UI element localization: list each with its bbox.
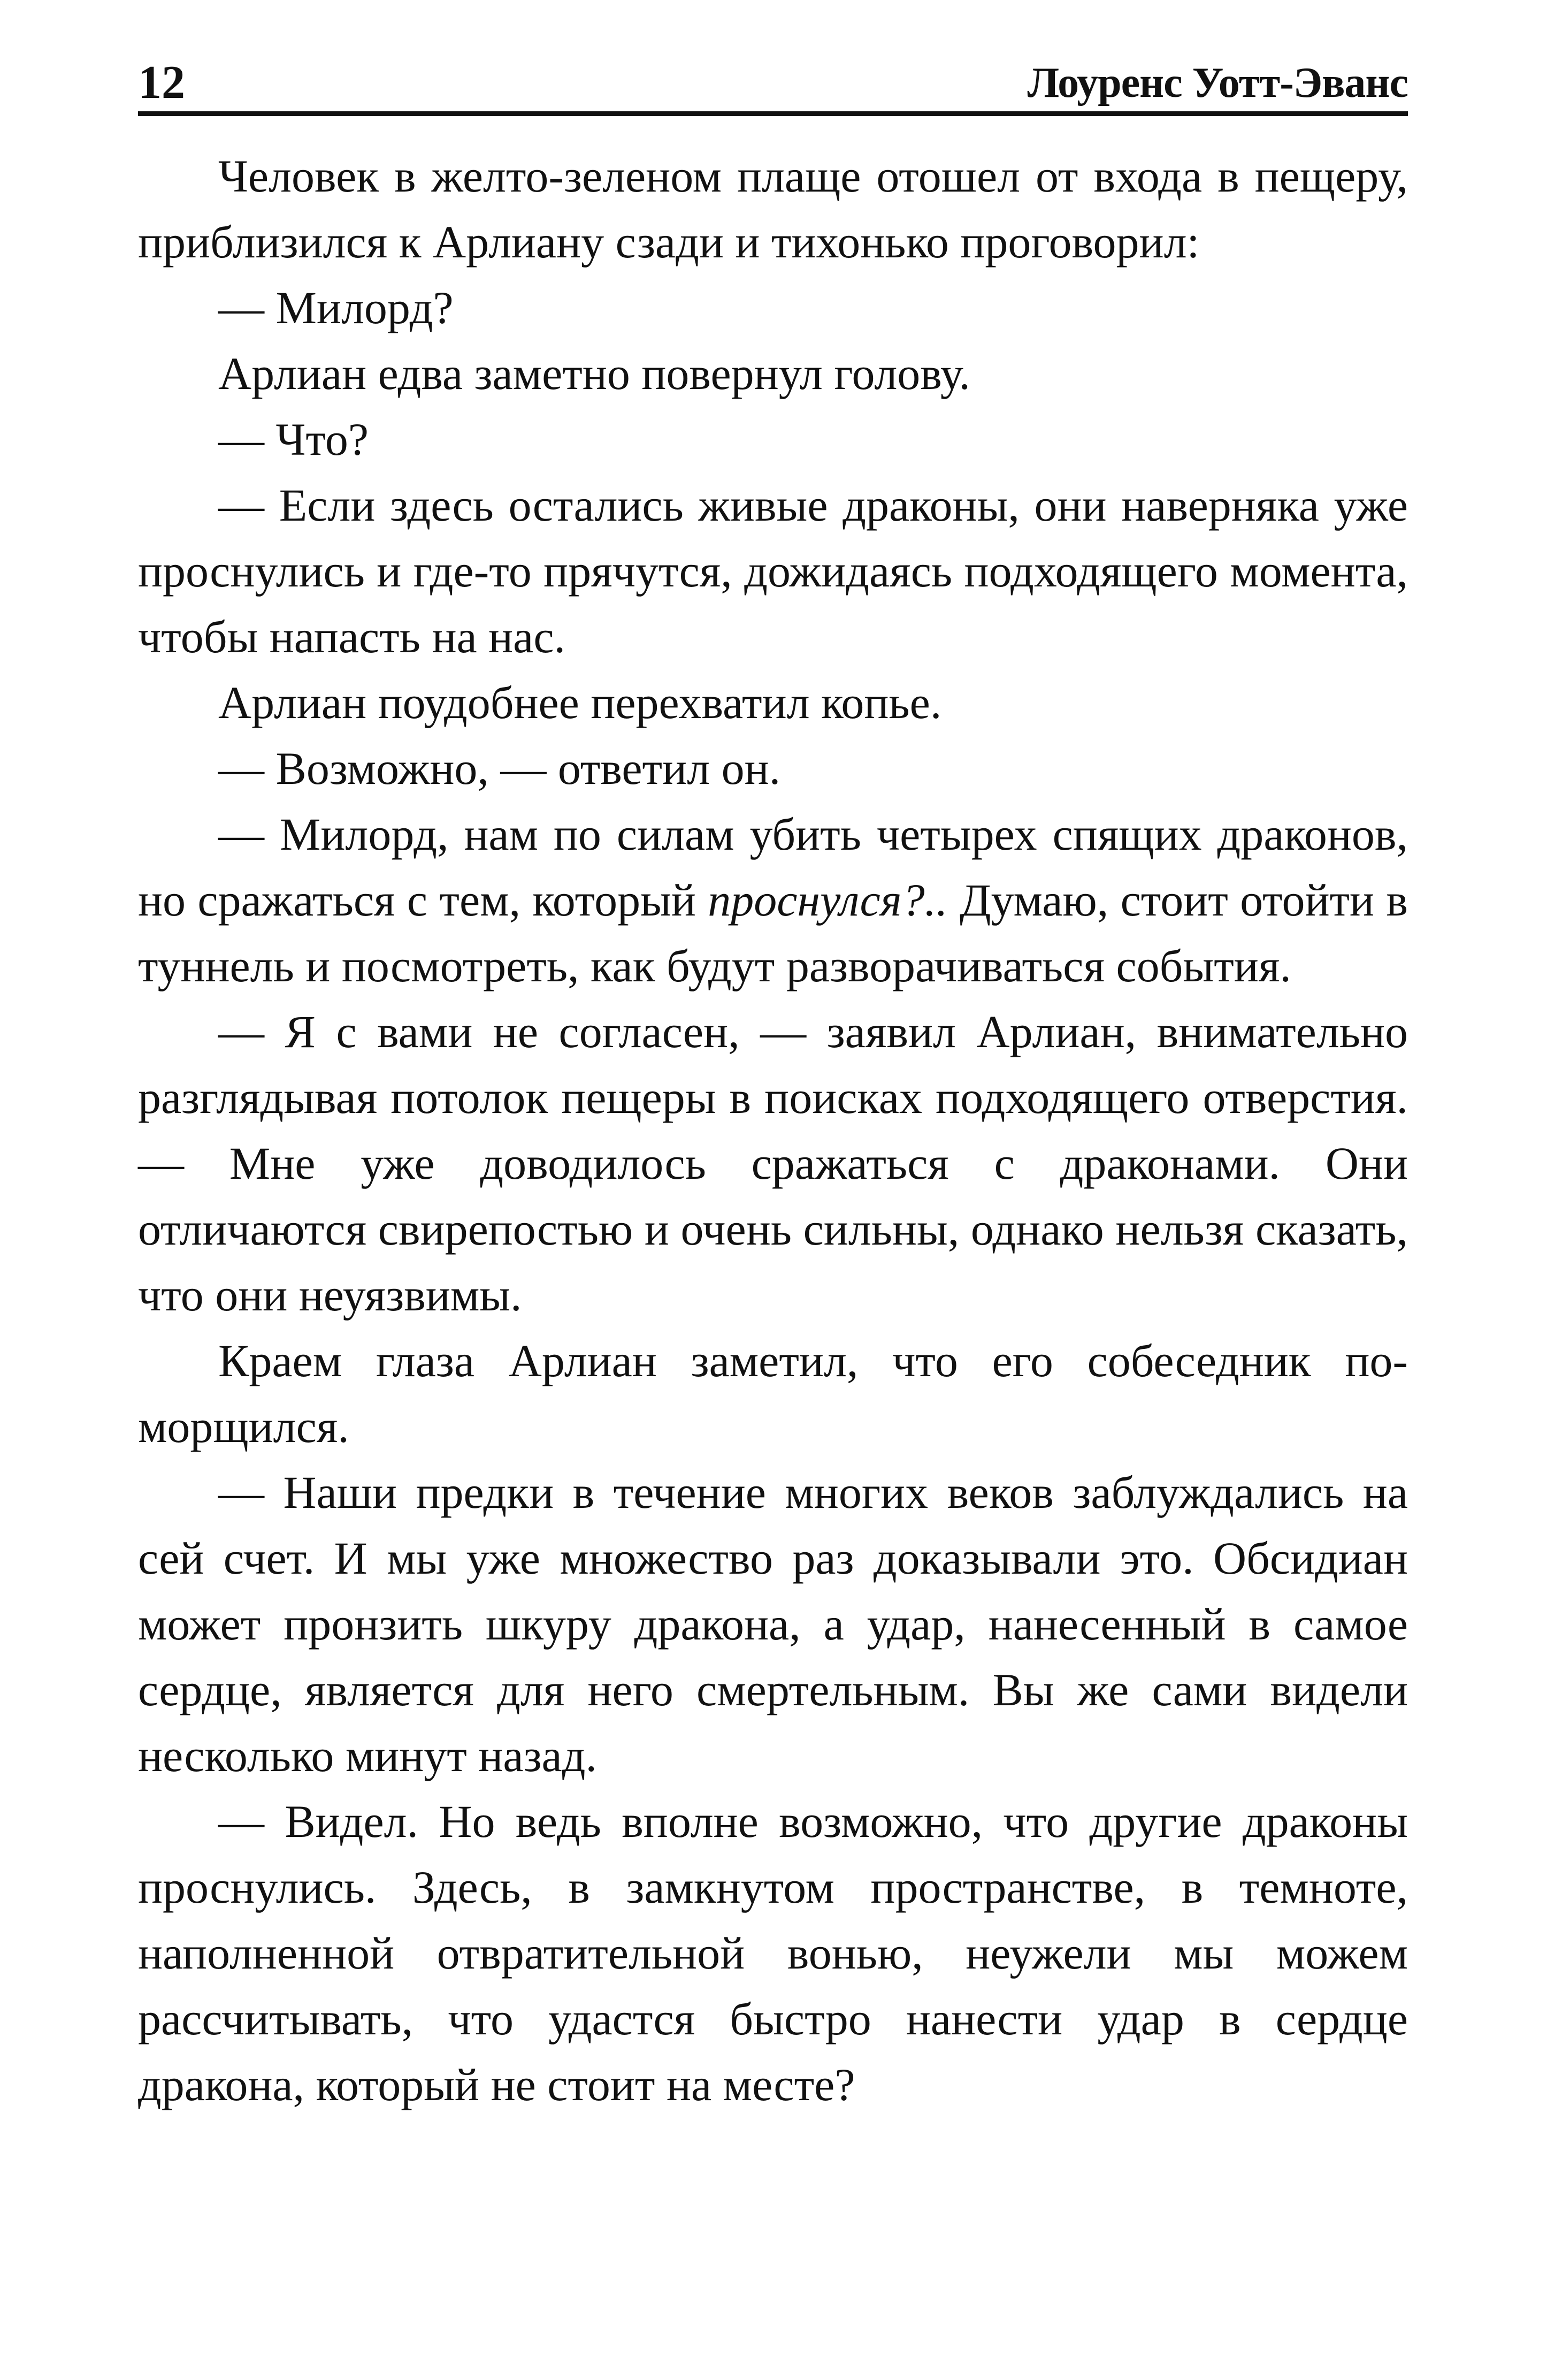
running-head: [138, 51, 1408, 120]
paragraph: — Возможно, — ответил он.: [218, 743, 781, 794]
italic-text: проснулся?..: [708, 874, 948, 926]
body-text: [138, 143, 1408, 2118]
paragraph-text: Думаю, стоит отойти в туннель и посмотреть, как будут разворачиваться события.: [138, 874, 1408, 991]
paragraph: Человек в желто-зеленом плаще отошел от входа в пещеру, приблизился к Арлиану сзади и тихонько проговорил:: [138, 150, 1408, 268]
paragraph: — Наши предки в течение многих веков заблуждались на сей счет. И мы уже множество раз доказывали это. Обсидиан может пронзить шкуру дракона, а удар, нанесенный в самое сердце, является для него смертельным. Вы же сами видели несколько минут назад.: [138, 1467, 1408, 1781]
paragraph: Арлиан едва заметно повернул голову.: [218, 348, 970, 399]
paragraph: — Если здесь остались живые драконы, они наверняка уже проснулись и где-то прячутся, дожидаясь подходящего момента, чтобы напасть на нас.: [138, 479, 1408, 662]
page-number: 12: [138, 57, 185, 109]
paragraph: [138, 802, 1408, 999]
header-author: Лоуренс Уотт-Эванс: [1027, 59, 1408, 106]
paragraph: Краем глаза Арлиан заметил, что его собеседник поморщился.: [138, 1335, 1408, 1452]
paragraph: — Милорд?: [218, 282, 454, 333]
paragraph: — Я с вами не согласен, — заявил Арлиан, внимательно разглядывая потолок пещеры в поисках подходящего отверстия. — Мне уже доводилось сражаться с драконами. Они отличаются свирепостью и очень сильны, однако нельзя сказать, что они неуязвимы.: [138, 1006, 1408, 1321]
header-rule: [138, 111, 1408, 116]
paragraph: — Что?: [218, 414, 369, 465]
paragraph: Арлиан поудобнее перехватил копье.: [218, 677, 942, 728]
paragraph-text: — Милорд, нам по силам убить четырех спящих драконов, но сражаться с тем, который: [138, 808, 1408, 926]
paragraph: — Видел. Но ведь вполне возможно, что другие драконы проснулись. Здесь, в замкнутом пространстве, в темноте, наполненной отвратительной вонью, неужели мы можем рассчитывать, что удастся быстро нанести удар в сердце дракона, который не стоит на месте?: [138, 1796, 1408, 2110]
